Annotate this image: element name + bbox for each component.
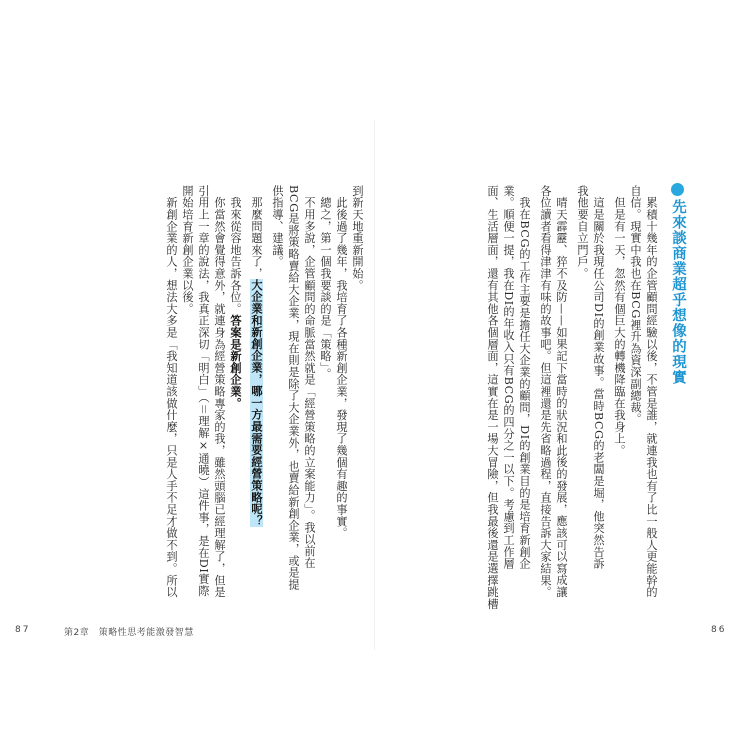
section-heading-text: 先來談商業超乎想像的現實 <box>670 199 686 385</box>
left-col-7 <box>250 185 263 527</box>
right-col-1: 累積十幾年的企管顧問經驗以後，不管是誰，就連我也有了比一般人更能幹的 <box>645 185 658 598</box>
right-col-7: 各位讀者看得津津有味的故事吧。但這裡還是先省略過程，直接告訴大家結果。 <box>539 185 552 598</box>
right-col-5: 我他要自立門戶。 <box>576 185 589 280</box>
right-col-3: 但是有一天，忽然有個巨大的轉機降臨在我身上。 <box>613 185 626 457</box>
left-col-11: 開始培育新創企業以後。 <box>181 185 194 315</box>
right-col-4: 這是關於我現任公司DI的創業故事。當時BCG的老闆是堀，他突然告訴 <box>592 185 605 570</box>
left-col-1: 到新天地重新開始。 <box>351 185 364 292</box>
left-col-5: BCG是將策略賣給大企業，現在則是除了大企業外，也賣給新創企業，或是提 <box>287 185 300 591</box>
left-col-12: 新創企業的人，想法大多是「我知道該做什麼，只是人手不足才做不到。所以 <box>165 185 178 598</box>
left-page-number: 87 <box>15 625 31 635</box>
question-lead: 那麼問題來了， <box>250 185 263 280</box>
right-col-8: 我在BCG的工作主要是擔任大企業的顧問，DI的創業目的是培育新創企 <box>518 185 531 570</box>
right-page-number: 86 <box>711 625 727 635</box>
heading-bullet-icon <box>671 183 684 196</box>
right-col-6: 晴天霹靂、猝不及防——如果記下當時的狀況和此後的發展，應該可以寫成讓 <box>555 185 568 598</box>
left-col-8 <box>229 185 242 409</box>
question-highlight: 大企業和新創企業，哪一方最需要經營策略呢？ <box>250 279 263 528</box>
section-heading <box>668 183 688 383</box>
right-col-2: 自信。現實中我也在BCG裡升為資深副總裁。 <box>629 185 642 426</box>
right-col-9: 業。順便一提，我在DI的年收入只有BCG的四分之一以下。考慮到工作層 <box>502 185 515 570</box>
left-col-4: 不用多說，企管顧問的命脈當然就是「經營策略的立案能力」。我以前在 <box>303 185 316 569</box>
answer-lead: 我來從容地告訴各位。 <box>229 185 242 315</box>
right-col-10: 面、生活層面，還有其他各個層面，這實在是一場大冒險，但我最後還是選擇跳槽 <box>486 185 499 610</box>
answer-emphasis: 答案是新創企業。 <box>229 314 242 410</box>
left-col-2: 此後過了幾年，我培育了各種新創企業，發現了幾個有趣的事實。 <box>335 185 348 539</box>
left-col-3: 總之，第一個我要談的是「策略」。 <box>319 185 332 380</box>
chapter-running-title: 第2章 策略性思考能激發智慧 <box>64 628 194 638</box>
left-col-10: 引用上一章的說法，我真正深切「明白」（＝理解×通曉）這件事，是在DI實際 <box>197 185 210 597</box>
left-col-6: 供指導、建議。 <box>271 185 284 268</box>
left-col-9: 你當然會覺得意外，就連身為經營策略專家的我，雖然頭腦已經理解了，但是 <box>213 185 226 598</box>
